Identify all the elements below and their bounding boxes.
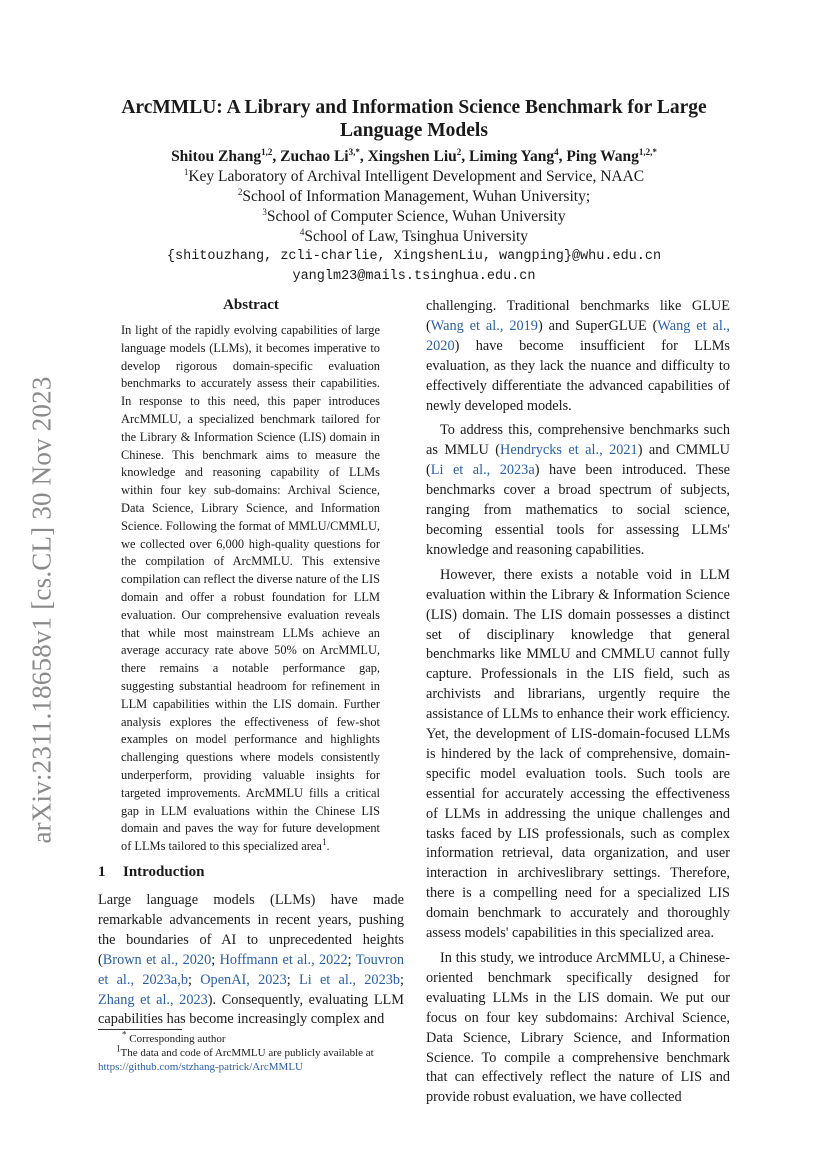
body-text: ). Consequently, evaluating LLM capabilities has become increasingly complex and bbox=[98, 991, 404, 1028]
affiliation-line bbox=[90, 167, 738, 187]
body-text: ) and SuperGLUE ( bbox=[537, 317, 658, 334]
body-text: Large language models (LLMs) have made remarkable advancements in recent years, pushing the boundaries of AI to unprecedented heights ( bbox=[98, 892, 404, 968]
citation-link[interactable]: Li et al., 2023b bbox=[298, 971, 401, 988]
paper-title bbox=[90, 96, 738, 142]
citation-link[interactable]: Hendrycks et al., 2021 bbox=[500, 442, 638, 459]
author-name: Liming Yang bbox=[469, 148, 555, 165]
paragraph: In this study, we introduce ArcMMLU, a Chinese-oriented benchmark specifically designed for evaluating LLMs in the LIS domain. We put our focus on four key subdomains: Archival Science, Data Science, Library Science, and Information Science. To compile a comprehensive benchmark that can effectively reflect the nature of LIS and provide robust evaluation, we have collected bbox=[426, 950, 730, 1106]
footnote-marker: 1 bbox=[321, 836, 327, 847]
affiliation-mark: 2 bbox=[237, 186, 243, 197]
footnote-number: 1 bbox=[116, 1043, 121, 1054]
body-text: ) have been introduced. These benchmarks cover a broad spectrum of subjects, ranging from mathematics to social science, becoming essential tools for assessing LLMs' knowledge and reasoning capabilities. bbox=[426, 462, 730, 558]
body-text: ) and CMMLU ( bbox=[426, 442, 730, 479]
affiliation-text: School of Computer Science, Wuhan University bbox=[266, 208, 566, 225]
paragraph: However, there exists a notable void in LLM evaluation within the Library & Information Science (LIS) domain. The LIS domain possesses a distinct set of disciplinary knowledge that general benchmarks like MMLU and CMMLU cannot fully capture. Professionals in the LIS field, such as archivists and librarians, urgently require the assistance of LLMs to enhance their work efficiency. Yet, the development of LIS-domain-focused LLMs is hindered by the lack of comprehensive, domain-specific model evaluation tools. Such tools are essential for accurately accessing the effectiveness of LLMs in addressing the unique challenges and tasks faced by LIS professionals, such as complex information retrieval, data organization, and user interaction in archiveslibrary settings. Therefore, there is a compelling need for a specialized LIS domain benchmark to accurately and thoroughly assess models' capabilities in this specialized area. bbox=[426, 566, 730, 942]
affiliation-line bbox=[90, 227, 738, 247]
author-list bbox=[90, 147, 738, 167]
affiliation-mark: 1 bbox=[183, 166, 189, 177]
body-text: ) have become insufficient for LLMs evaluation, as they lack the nuance and difficulty to effectively differentiate the advanced capabilities of newly developed models. bbox=[426, 337, 730, 414]
author-name: Zuchao Li bbox=[280, 148, 349, 165]
author-separator: , bbox=[359, 148, 368, 165]
footnote-text: Corresponding author bbox=[129, 1033, 226, 1045]
author-affil-mark: 4 bbox=[554, 146, 559, 157]
author-separator: , bbox=[272, 148, 281, 165]
title-line-1: ArcMMLU: A Library and Information Science Benchmark for Large bbox=[121, 97, 707, 118]
arxiv-identifier bbox=[22, 355, 62, 865]
affiliations bbox=[90, 167, 738, 287]
citation-link[interactable]: Touvron et al., 2023a,b bbox=[98, 951, 404, 988]
abstract-heading: Abstract bbox=[223, 297, 279, 313]
abstract-text: In light of the rapidly evolving capabilities of large language models (LLMs), it becomes imperative to develop rigorous domain-specific evaluation benchmarks to accurately assess their capabilities. In response to this need, this paper introduces ArcMMLU, a specialized benchmark tailored for the Library & Information Science (LIS) domain in Chinese. This benchmark aims to measure the knowledge and reasoning capability of LLMs within four key sub-domains: Archival Science, Data Science, Library Science, and Information Science. Following the format of MMLU/CMMLU, we collected over 6,000 high-quality questions for the compilation of ArcMMLU. This extensive compilation can reflect the diverse nature of the LIS domain and offer a robust foundation for LLM evaluation. Our comprehensive evaluation reveals that while most mainstream LLMs achieve an average accuracy rate above 50% on ArcMMLU, there remains a notable performance gap, suggesting substantial headroom for refinement in LLM capabilities within the LIS domain. Further analysis explores the effectiveness of few-shot examples on model performance and highlights challenging questions where models consistently underperform, providing valuable insights for targeted improvements. ArcMMLU fills a critical gap in LLM evaluations within the Chinese LIS domain and paves the way for future development of LLMs tailored to this specialized area bbox=[121, 323, 380, 854]
paragraph bbox=[426, 421, 730, 560]
citation-sep: ; bbox=[187, 971, 201, 988]
footnote-url-line bbox=[98, 1060, 406, 1074]
citation-sep: ; bbox=[347, 951, 356, 968]
repository-link[interactable]: https://github.com/stzhang-patrick/ArcMMLU bbox=[98, 1061, 303, 1073]
citation-link[interactable]: Li et al., 2023a bbox=[430, 462, 535, 479]
abstract-body bbox=[121, 322, 380, 856]
right-column bbox=[426, 297, 730, 1108]
arxiv-id-text: arXiv:2311.18658v1 [cs.CL] 30 Nov 2023 bbox=[26, 376, 57, 844]
author-affil-mark: 1,2,* bbox=[638, 146, 657, 157]
author-name: Shitou Zhang bbox=[171, 148, 262, 165]
intro-paragraph bbox=[98, 891, 404, 1030]
affiliation-text: School of Information Management, Wuhan University; bbox=[242, 188, 591, 205]
citation-link[interactable]: Wang et al., 2020 bbox=[426, 317, 731, 354]
author-affil-mark: 1,2 bbox=[261, 146, 273, 157]
affiliation-text: School of Law, Tsinghua University bbox=[304, 228, 529, 245]
author-name: Xingshen Liu bbox=[367, 148, 457, 165]
citation-link[interactable]: Wang et al., 2019 bbox=[430, 317, 538, 334]
citation-sep: ; bbox=[211, 951, 220, 968]
paragraph bbox=[426, 297, 730, 416]
affiliation-mark: 4 bbox=[299, 226, 305, 237]
body-text: To address this, comprehensive benchmarks such as MMLU ( bbox=[426, 422, 730, 459]
affiliation-line bbox=[90, 187, 738, 207]
author-separator: , bbox=[461, 148, 470, 165]
author-name: Ping Wang bbox=[566, 148, 639, 165]
citation-sep: ; bbox=[400, 971, 405, 988]
citation-link[interactable]: OpenAI, 2023 bbox=[200, 971, 287, 988]
body-text: challenging. Traditional benchmarks like GLUE ( bbox=[426, 298, 730, 334]
section-heading bbox=[98, 864, 204, 881]
footnote-rule bbox=[98, 1029, 182, 1030]
citation-link[interactable]: Brown et al., 2020 bbox=[102, 951, 212, 968]
abstract-end: . bbox=[326, 839, 330, 854]
citation-link[interactable]: Zhang et al., 2023 bbox=[98, 991, 208, 1008]
title-line-2: Language Models bbox=[340, 120, 488, 141]
section-number: 1 bbox=[98, 864, 106, 880]
footnote-star: * bbox=[122, 1029, 127, 1040]
affiliation-text: Key Laboratory of Archival Intelligent Development and Service, NAAC bbox=[188, 168, 645, 185]
author-affil-mark: 2 bbox=[456, 146, 462, 157]
author-separator: , bbox=[558, 148, 567, 165]
email-line: yanglm23@mails.tsinghua.edu.cn bbox=[292, 269, 536, 284]
author-affil-mark: 3,* bbox=[348, 146, 360, 157]
footnotes bbox=[98, 1029, 406, 1074]
footnote-corresponding bbox=[98, 1029, 406, 1046]
affiliation-mark: 3 bbox=[262, 206, 267, 217]
citation-link[interactable]: Hoffmann et al., 2022 bbox=[219, 951, 348, 968]
footnote-text: The data and code of ArcMMLU are publicly available at bbox=[120, 1047, 374, 1059]
section-title: Introduction bbox=[123, 864, 205, 880]
footnote-data bbox=[98, 1043, 406, 1060]
email-line: {shitouzhang, zcli-charlie, XingshenLiu, wangping}@whu.edu.cn bbox=[166, 249, 662, 264]
affiliation-line bbox=[90, 207, 738, 227]
citation-sep: ; bbox=[286, 971, 299, 988]
